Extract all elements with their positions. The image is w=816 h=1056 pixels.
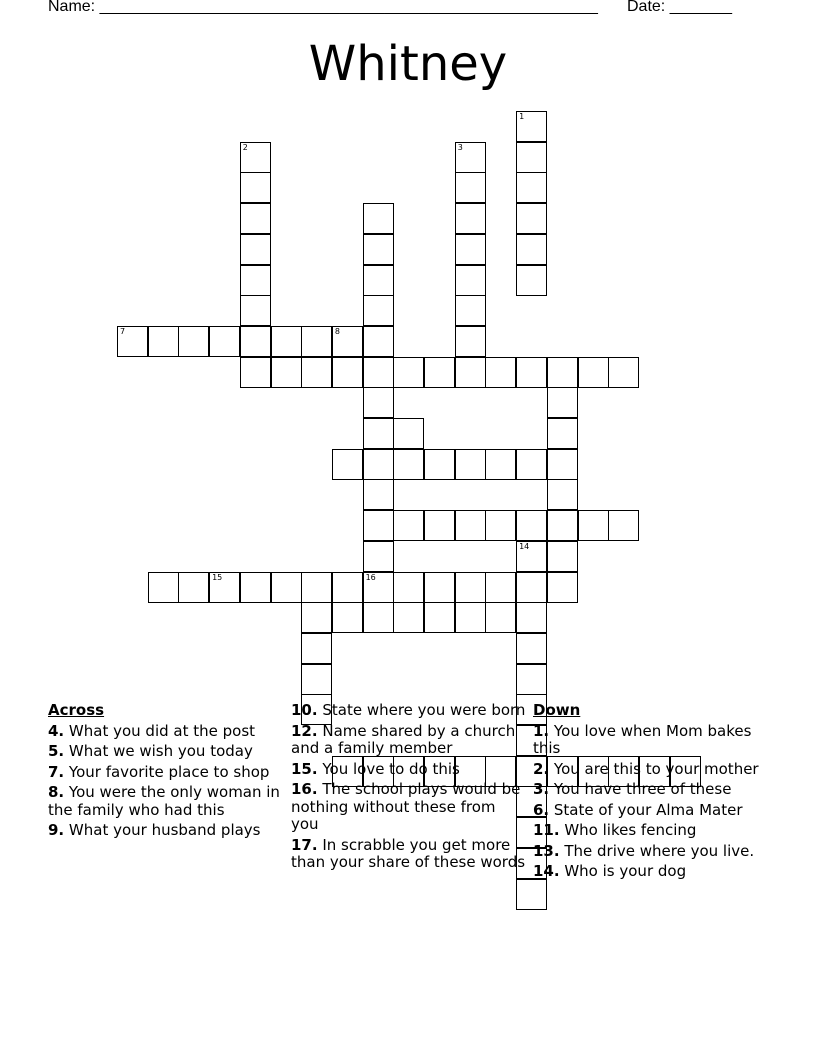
grid-cell[interactable] <box>393 449 424 480</box>
grid-cell[interactable] <box>485 357 516 388</box>
grid-cell[interactable] <box>240 265 271 296</box>
clue-text: What we wish you today <box>64 742 253 760</box>
name-field-label[interactable]: Name: ________________________________________________________ <box>48 0 598 15</box>
clue-number: 15 <box>212 572 223 582</box>
grid-cell[interactable] <box>363 418 394 449</box>
clue <box>533 723 768 758</box>
clue-text: What you did at the post <box>64 721 256 740</box>
clue <box>48 743 283 761</box>
grid-cell[interactable] <box>240 326 271 357</box>
clue-number: 8 <box>334 326 340 336</box>
clue <box>533 822 768 840</box>
clue-text: Who is your dog <box>559 862 687 880</box>
grid-cell[interactable] <box>547 357 578 388</box>
grid-cell[interactable] <box>516 572 547 603</box>
grid-cell[interactable] <box>578 510 609 541</box>
grid-cell[interactable] <box>547 387 578 418</box>
grid-cell[interactable] <box>516 234 547 265</box>
grid-cell[interactable] <box>424 572 455 603</box>
clue <box>291 723 526 758</box>
grid-cell[interactable] <box>178 572 209 603</box>
grid-cell[interactable] <box>148 326 179 357</box>
grid-cell[interactable] <box>516 633 547 664</box>
grid-cell[interactable] <box>547 572 578 603</box>
clue <box>48 723 283 741</box>
grid-cell[interactable] <box>209 326 240 357</box>
clue-number: 1 <box>519 112 525 121</box>
grid-cell[interactable] <box>332 572 363 603</box>
grid-cell[interactable] <box>455 326 486 357</box>
grid-cell[interactable] <box>363 203 394 234</box>
grid-cell[interactable] <box>363 357 394 388</box>
grid-cell[interactable] <box>455 572 486 603</box>
grid-cell[interactable] <box>547 541 578 572</box>
grid-cell[interactable] <box>240 172 271 203</box>
clue-text: The school plays would be nothing without these from you <box>291 780 521 833</box>
grid-cell[interactable] <box>547 479 578 510</box>
grid-cell[interactable] <box>455 172 486 203</box>
grid-cell[interactable] <box>271 357 302 388</box>
grid-cell[interactable] <box>363 449 394 480</box>
clue-number-label: 6. <box>533 800 550 819</box>
across-clues-continued <box>291 702 526 875</box>
grid-cell[interactable] <box>393 357 424 388</box>
clue <box>533 863 768 881</box>
grid-cell[interactable] <box>547 418 578 449</box>
clue-number-label: 12. <box>291 721 318 740</box>
grid-cell[interactable] <box>485 510 516 541</box>
clue-number-label: 1. <box>533 721 550 740</box>
grid-cell[interactable] <box>301 602 332 633</box>
grid-cell[interactable] <box>363 602 394 633</box>
grid-cell[interactable] <box>301 326 332 357</box>
grid-cell[interactable] <box>332 449 363 480</box>
down-clues <box>533 702 768 884</box>
clue <box>291 702 526 720</box>
grid-cell[interactable] <box>455 142 486 173</box>
clue <box>533 843 768 861</box>
grid-cell[interactable] <box>332 357 363 388</box>
clue-number-label: 8. <box>48 783 65 801</box>
grid-cell[interactable] <box>608 510 639 541</box>
grid-cell[interactable] <box>301 633 332 664</box>
clue-number-label: 16. <box>291 780 318 798</box>
grid-cell[interactable] <box>516 541 547 572</box>
grid-cell[interactable] <box>455 357 486 388</box>
clue-text: You are this to your mother <box>549 759 759 778</box>
grid-cell[interactable] <box>424 357 455 388</box>
clue-number-label: 9. <box>48 821 65 839</box>
grid-cell[interactable] <box>209 572 240 603</box>
clue <box>48 764 283 782</box>
grid-cell[interactable] <box>516 172 547 203</box>
grid-cell[interactable] <box>393 602 424 633</box>
clue-text: You love to do this <box>317 759 460 778</box>
clue-number: 7 <box>120 326 126 336</box>
across-clues <box>48 702 283 843</box>
grid-cell[interactable] <box>363 387 394 418</box>
grid-cell[interactable] <box>393 418 424 449</box>
grid-cell[interactable] <box>516 664 547 695</box>
grid-cell[interactable] <box>178 326 209 357</box>
grid-cell[interactable] <box>424 510 455 541</box>
clue <box>291 761 526 779</box>
grid-cell[interactable] <box>271 326 302 357</box>
clue <box>291 781 526 834</box>
clue <box>533 781 768 799</box>
grid-cell[interactable] <box>240 295 271 326</box>
clue <box>291 837 526 872</box>
grid-cell[interactable] <box>301 572 332 603</box>
grid-cell[interactable] <box>240 203 271 234</box>
grid-cell[interactable] <box>516 449 547 480</box>
clue-number-label: 11. <box>533 821 560 839</box>
grid-cell[interactable] <box>516 111 547 142</box>
clue-number: 2 <box>242 142 248 152</box>
clue <box>533 802 768 820</box>
grid-cell[interactable] <box>516 142 547 173</box>
clue-number-label: 5. <box>48 742 65 760</box>
grid-cell[interactable] <box>148 572 179 603</box>
grid-cell[interactable] <box>455 510 486 541</box>
down-heading: Down <box>533 701 581 719</box>
grid-cell[interactable] <box>485 449 516 480</box>
grid-cell[interactable] <box>363 510 394 541</box>
grid-cell[interactable] <box>363 479 394 510</box>
grid-cell[interactable] <box>117 326 148 357</box>
clue-number: 16 <box>365 572 376 582</box>
grid-cell[interactable] <box>516 510 547 541</box>
clue <box>533 761 768 779</box>
clue <box>48 822 283 840</box>
clue-text: State where you were born <box>317 701 526 719</box>
grid-cell[interactable] <box>516 602 547 633</box>
grid-cell[interactable] <box>485 572 516 603</box>
grid-cell[interactable] <box>547 510 578 541</box>
clue-text: Who likes fencing <box>559 821 697 839</box>
clue-text: You were the only woman in the family who had this <box>48 783 280 819</box>
page-title: Whitney <box>308 36 508 92</box>
grid-cell[interactable] <box>363 541 394 572</box>
grid-cell[interactable] <box>363 234 394 265</box>
grid-cell[interactable] <box>455 234 486 265</box>
grid-cell[interactable] <box>455 203 486 234</box>
clue-text: You have three of these <box>549 780 732 798</box>
clue-number-label: 13. <box>533 841 560 860</box>
grid-cell[interactable] <box>455 295 486 326</box>
clue-number: 3 <box>457 142 463 152</box>
grid-cell[interactable] <box>363 265 394 296</box>
clue-number-label: 14. <box>533 862 560 880</box>
grid-cell[interactable] <box>516 265 547 296</box>
grid-cell[interactable] <box>363 295 394 326</box>
grid-cell[interactable] <box>424 602 455 633</box>
grid-cell[interactable] <box>301 357 332 388</box>
clue-number-label: 17. <box>291 835 318 854</box>
clue-text: You love when Mom bakes this <box>533 721 752 757</box>
grid-cell[interactable] <box>455 265 486 296</box>
clue-number-label: 2. <box>533 759 550 778</box>
grid-cell[interactable] <box>455 602 486 633</box>
grid-cell[interactable] <box>332 602 363 633</box>
clue-text: State of your Alma Mater <box>549 800 743 819</box>
grid-cell[interactable] <box>455 449 486 480</box>
grid-cell[interactable] <box>608 357 639 388</box>
grid-cell[interactable] <box>547 449 578 480</box>
clue <box>48 784 283 819</box>
clue-number-label: 7. <box>48 762 65 781</box>
across-heading: Across <box>48 701 105 719</box>
grid-cell[interactable] <box>363 326 394 357</box>
grid-cell[interactable] <box>424 449 455 480</box>
clue-text: What your husband plays <box>64 821 261 839</box>
clue-text: In scrabble you get more than your share of these words <box>291 835 526 871</box>
clue-text: The drive where you live. <box>559 841 755 860</box>
clue-text: Your favorite place to shop <box>64 762 270 781</box>
grid-cell[interactable] <box>485 602 516 633</box>
grid-cell[interactable] <box>271 572 302 603</box>
grid-cell[interactable] <box>393 510 424 541</box>
grid-cell[interactable] <box>332 326 363 357</box>
grid-cell[interactable] <box>393 572 424 603</box>
grid-cell[interactable] <box>363 572 394 603</box>
grid-cell[interactable] <box>240 357 271 388</box>
clue-number: 14 <box>519 541 530 551</box>
grid-cell[interactable] <box>240 234 271 265</box>
grid-cell[interactable] <box>301 664 332 695</box>
grid-cell[interactable] <box>578 357 609 388</box>
grid-cell[interactable] <box>240 142 271 173</box>
clue-number-label: 3. <box>533 780 550 798</box>
clue-text: Name shared by a church and a family member <box>291 721 516 757</box>
date-field-label[interactable]: Date: _______ <box>627 0 732 15</box>
grid-cell[interactable] <box>516 357 547 388</box>
clue-number-label: 15. <box>291 759 318 778</box>
grid-cell[interactable] <box>240 572 271 603</box>
clue-number-label: 4. <box>48 721 65 740</box>
clue-number-label: 10. <box>291 701 318 719</box>
grid-cell[interactable] <box>516 203 547 234</box>
